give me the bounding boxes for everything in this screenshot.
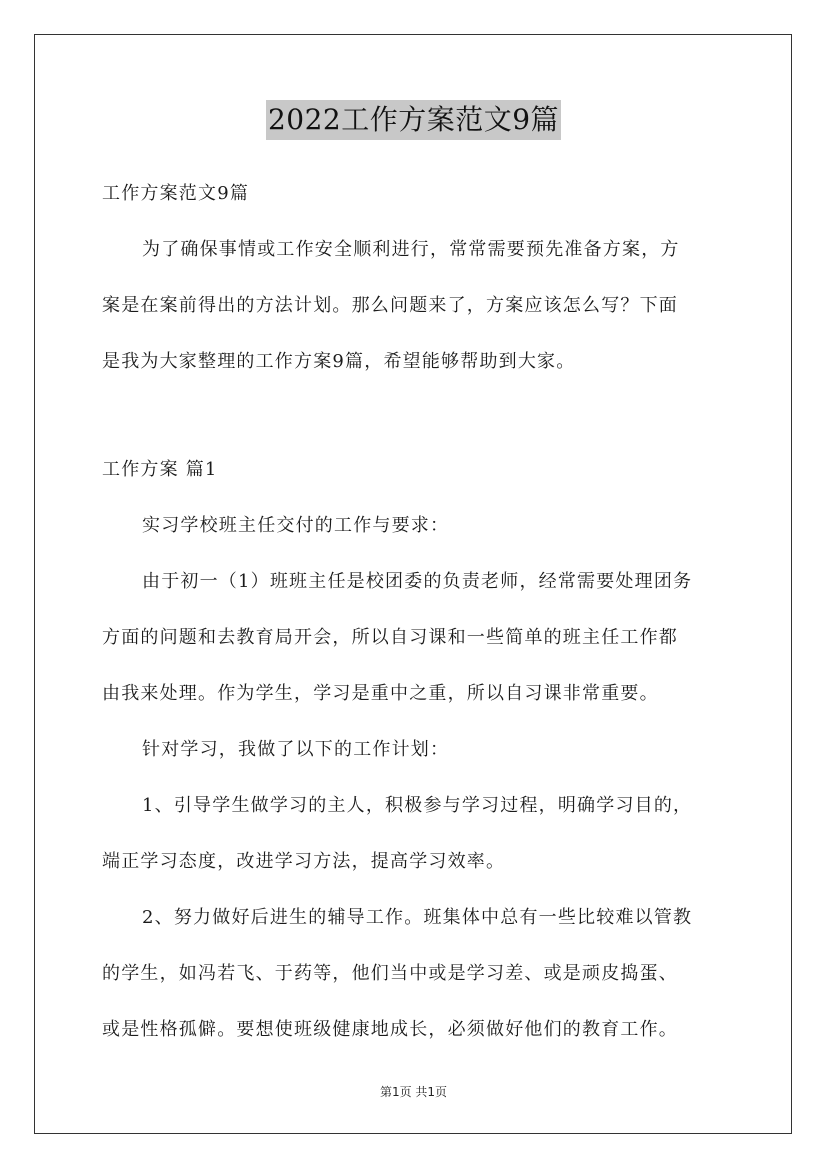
document-title: 2022工作方案范文9篇 bbox=[266, 100, 561, 140]
paragraph-line: 1、引导学生做学习的主人，积极参与学习过程，明确学习目的， bbox=[142, 795, 693, 816]
title-area bbox=[0, 100, 827, 140]
page-number-label: 第1页 共1页 bbox=[379, 1085, 448, 1099]
paragraph-line: 由于初一（1）班班主任是校团委的负责老师，经常需要处理团务 bbox=[142, 571, 693, 592]
paragraph-line: 针对学习，我做了以下的工作计划： bbox=[142, 739, 450, 760]
intro-line-2: 案是在案前得出的方法计划。那么问题来了，方案应该怎么写？下面 bbox=[102, 295, 678, 316]
intro-line-3: 是我为大家整理的工作方案9篇，希望能够帮助到大家。 bbox=[102, 351, 576, 372]
paragraph-line: 的学生，如冯若飞、于药等，他们当中或是学习差、或是顽皮捣蛋、 bbox=[102, 963, 678, 984]
page-footer bbox=[0, 1084, 827, 1100]
paragraph-line: 端正学习态度，改进学习方法，提高学习效率。 bbox=[102, 851, 506, 872]
paragraph-line: 2、努力做好后进生的辅导工作。班集体中总有一些比较难以管教 bbox=[142, 907, 693, 928]
paragraph-line: 实习学校班主任交付的工作与要求： bbox=[142, 515, 450, 536]
paragraph-line: 由我来处理。作为学生，学习是重中之重，所以自习课非常重要。 bbox=[102, 683, 659, 704]
intro-line-1: 为了确保事情或工作安全顺利进行，常常需要预先准备方案，方 bbox=[142, 239, 680, 260]
subtitle-line: 工作方案范文9篇 bbox=[102, 183, 250, 204]
document-body bbox=[102, 176, 728, 1048]
paragraph-line: 方面的问题和去教育局开会，所以自习课和一些简单的班主任工作都 bbox=[102, 627, 678, 648]
section-heading: 工作方案 篇1 bbox=[102, 459, 218, 480]
paragraph-line: 或是性格孤僻。要想使班级健康地成长，必须做好他们的教育工作。 bbox=[102, 1019, 678, 1040]
